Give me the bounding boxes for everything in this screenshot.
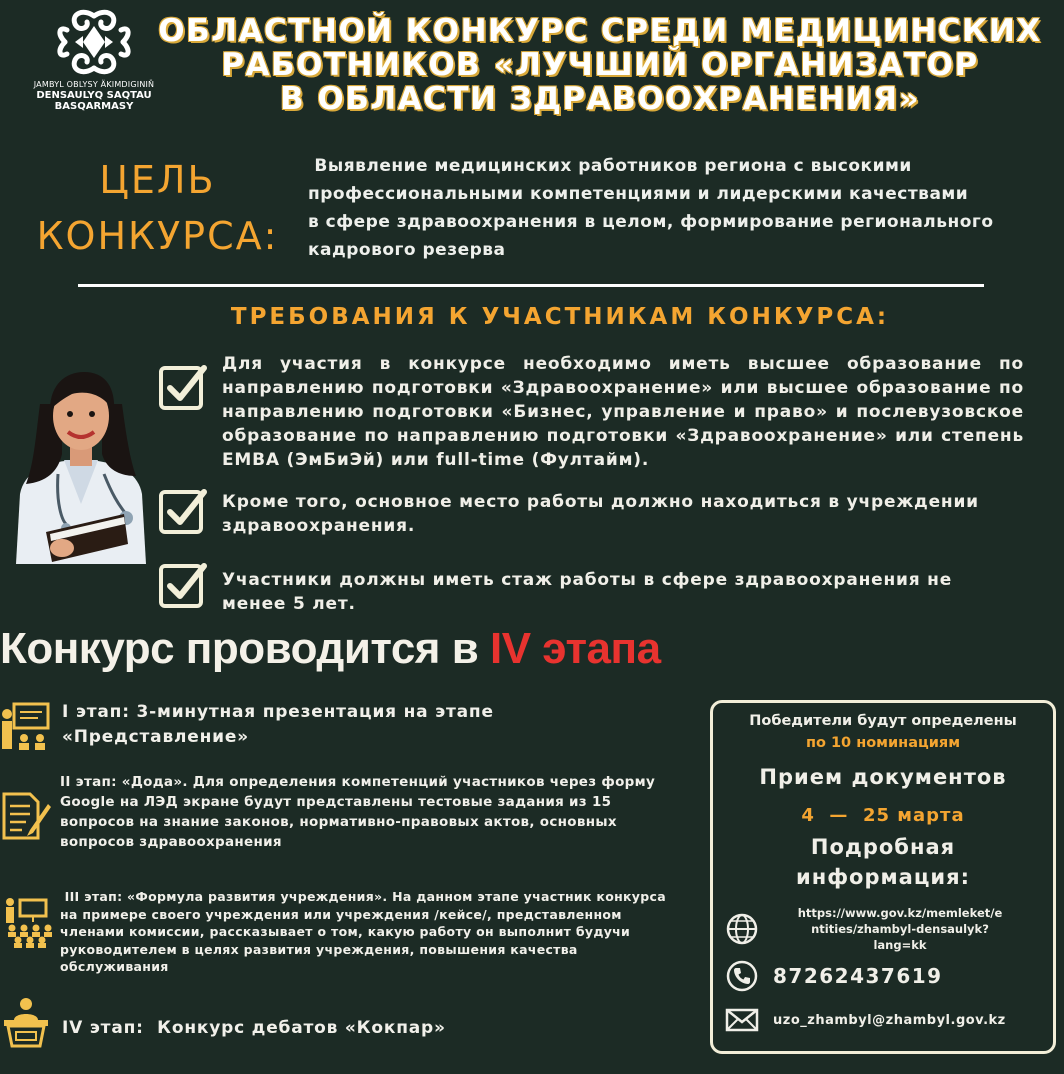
ornament-logo-icon [53,6,135,78]
requirement-line: направлению подготовки «Здравоохранение» или высшее образование по [222,378,1024,398]
goal-description [308,152,1048,264]
stage-line: вопросов здравоохранения [60,834,282,850]
logo-text-line1: JAMBYL OBLYSY ÄKIMDIGINIŇ [33,80,155,89]
requirement-workplace [222,490,1024,538]
email-row[interactable] [725,1003,1006,1037]
stages-heading [0,622,800,676]
requirement-line: Участники должны иметь стаж работы в сфере здравоохранения не [222,570,953,590]
stage-line: членами комиссии, рассказывает о том, какую работу он выполнит будучи [60,924,631,939]
section-divider [78,284,984,287]
stage-line: руководителем в целях развития учреждения, повышения качества [60,941,578,957]
requirement-line: Для участия в конкурсе необходимо иметь высшее образование по [222,354,1024,374]
goal-text-line2: профессиональными компетенциями и лидерскими качествами [308,184,969,204]
title-line1: ОБЛАСТНОЙ КОНКУРС СРЕДИ МЕДИЦИНСКИХ [158,13,1042,49]
requirements-title: ТРЕБОВАНИЯ К УЧАСТНИКАМ КОНКУРСА: [230,304,890,330]
more-info-line2: информация: [795,865,971,889]
docs-title: Прием документов [759,765,1007,789]
stage-line: IV этап: Конкурс дебатов «Кокпар» [62,1018,446,1038]
goal-label-line2: КОНКУРСА: [36,214,279,258]
audience-icon [2,896,54,948]
stage-line: Google на ЛЭД экране будут представлены тестовые задания из 15 [60,794,612,810]
stage-1 [62,700,662,750]
document-pen-icon [0,790,52,842]
winners-line1: Победители будут определены [749,713,1017,729]
nurse-illustration-icon [6,364,156,564]
stage-3 [60,888,712,976]
website-link[interactable] [773,905,1027,953]
requirement-line: Кроме того, основное место работы должно находиться в учреждении [222,492,979,512]
requirement-line: направлению подготовки «Бизнес, управление и право» и послевузовское [222,402,1024,422]
checkbox-checked-icon [158,486,208,536]
title-line2: РАБОТНИКОВ «ЛУЧШИЙ ОРГАНИЗАТОР [221,47,979,83]
page-title [150,14,1050,116]
title-line3: В ОБЛАСТИ ЗДРАВООХРАНЕНИЯ» [280,81,920,117]
requirement-line: менее 5 лет. [222,594,356,614]
checkbox-checked-icon [158,560,208,610]
website-url-line1[interactable]: https://www.gov.kz/memleket/e [797,906,1003,920]
stage-2 [60,772,710,852]
requirement-line: образование по направлению подготовки «Здравоохранение» или степень [222,426,1024,446]
checkbox-checked-icon [158,362,208,412]
more-info-line1: Подробная [810,835,956,859]
stages-heading-highlight: IV этапа [489,624,661,673]
info-box [710,700,1056,1054]
goal-text-line1: Выявление медицинских работников региона с высокими [308,156,912,176]
logo-text-line2: DENSAULYQ SAQTAU [36,90,152,101]
website-url-line2[interactable]: ntities/zhambyl-densaulyk? [811,922,989,936]
stage-line: вопросов на знание законов, нормативно-правовых актов, основных [60,814,617,830]
phone-number[interactable]: 87262437619 [773,964,943,988]
requirement-education [222,352,1024,472]
stage-line: обслуживания [60,959,169,974]
email-address[interactable]: uzo_zhambyl@zhambyl.gov.kz [773,1012,1006,1028]
winners-line2: по 10 номинациям [805,735,961,751]
requirement-line: EMBA (ЭмБиЭй) или full-time (Фултайм). [222,450,650,470]
stage-line: на примере своего учреждения или учреждения /кейсе/, представленном [60,906,622,922]
stage-line: III этап: «Формула развития учреждения». На данном этапе участник конкурса [60,889,666,904]
website-url-line3[interactable]: lang=kk [873,938,927,952]
goal-text-line3: в сфере здравоохранения в целом, формирование регионального [308,212,994,232]
stage-line: «Представление» [62,727,249,747]
goal-label-line1: ЦЕЛЬ [99,158,216,202]
debate-podium-icon [0,996,52,1048]
presentation-icon [0,700,52,752]
phone-row[interactable] [725,959,943,993]
logo-text-line3: BASQARMASY [54,101,134,112]
phone-icon [725,959,759,993]
stages-heading-main: Конкурс проводится в [0,624,490,673]
goal-label [30,152,285,264]
docs-dates: 4 — 25 марта [801,805,965,826]
globe-icon [725,912,759,946]
requirement-experience [222,568,1024,616]
goal-text-line4: кадрового резерва [308,240,506,260]
stage-line: I этап: 3-минутная презентация на этапе [62,702,494,722]
stage-4 [62,1016,662,1040]
stage-line: II этап: «Дода». Для определения компетенций участников через форму [60,774,656,790]
requirement-line: здравоохранения. [222,516,416,536]
envelope-icon [725,1003,759,1037]
website-row[interactable] [725,905,1027,953]
